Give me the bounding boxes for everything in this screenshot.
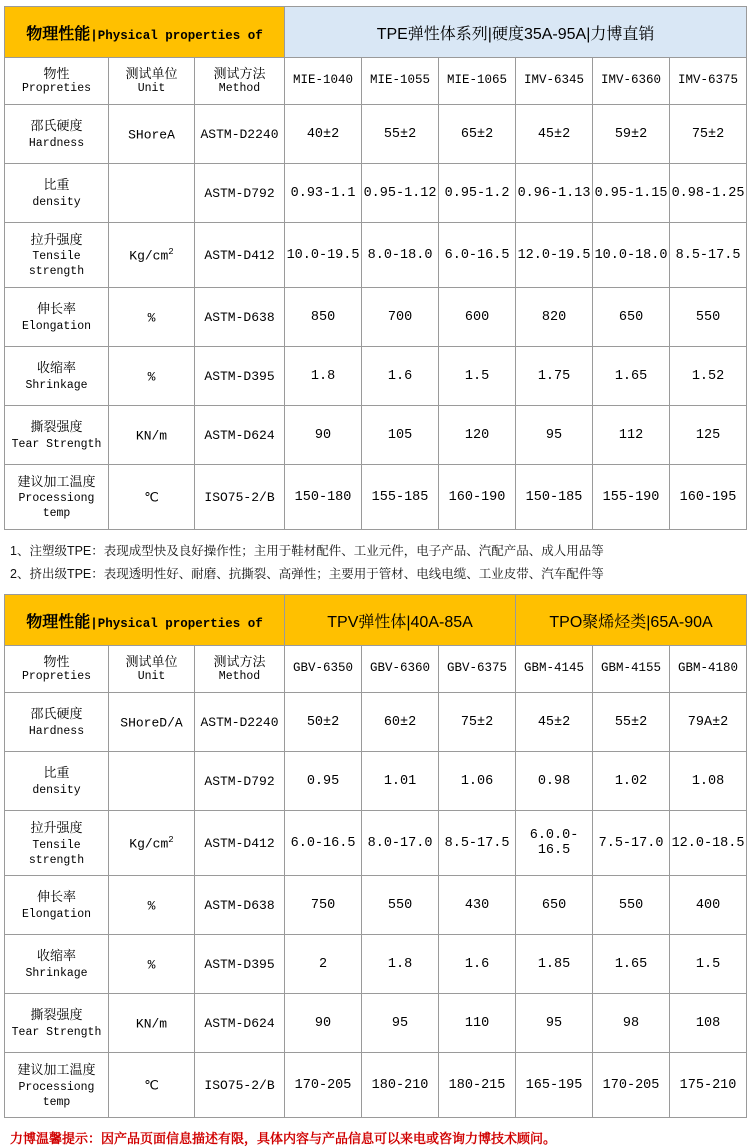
- footer-notice: 力博温馨提示：因产品页面信息描述有限，具体内容与产品信息可以来电或咨询力博技术顾问。: [10, 1131, 557, 1147]
- cell-value: 1.08: [670, 752, 747, 811]
- row-method: ISO75-2/B: [195, 1053, 285, 1118]
- cell-value: 108: [670, 994, 747, 1053]
- cell-value: 400: [670, 876, 747, 935]
- row-label: [5, 465, 109, 530]
- cell-value: 59±2: [593, 105, 670, 164]
- column-header: GBV-6360: [362, 646, 439, 693]
- row-label-cn: 伸长率: [36, 889, 76, 905]
- tpe-spec-table: [4, 6, 747, 530]
- cell-value: 12.0-18.5: [670, 811, 747, 876]
- cell-value: 55±2: [362, 105, 439, 164]
- cell-value: 1.65: [593, 347, 670, 406]
- row-unit: [109, 406, 195, 465]
- column-header: MIE-1040: [285, 58, 362, 105]
- cell-value: 0.98: [516, 752, 593, 811]
- row-label-en: Processiong temp: [18, 1080, 95, 1109]
- table2-title-sep: |: [90, 616, 98, 631]
- cell-value: 650: [516, 876, 593, 935]
- cell-value: 0.95-1.12: [362, 164, 439, 223]
- row-unit: [109, 164, 195, 223]
- cell-value: 180-210: [362, 1053, 439, 1118]
- cell-value: 12.0-19.5: [516, 223, 593, 288]
- row-label-cn: 收缩率: [36, 360, 76, 376]
- row-label-cn: 撕裂强度: [30, 419, 83, 435]
- cell-value: 750: [285, 876, 362, 935]
- tpv-tpo-spec-table: [4, 594, 747, 1118]
- cell-value: 8.5-17.5: [670, 223, 747, 288]
- cell-value: 1.6: [439, 935, 516, 994]
- row-label: [5, 1053, 109, 1118]
- cell-value: 820: [516, 288, 593, 347]
- row-label-cn: 邵氏硬度: [30, 118, 83, 134]
- cell-value: 90: [285, 994, 362, 1053]
- row-unit-sup: 2: [168, 246, 174, 257]
- row-label-cn: 邵氏硬度: [30, 706, 83, 722]
- table1-title-en: Physical properties of: [97, 28, 263, 43]
- row-label-en: Tear Strength: [11, 1026, 102, 1040]
- cell-value: 1.75: [516, 347, 593, 406]
- subheader-unit-en: Unit: [137, 81, 166, 95]
- table-row: [5, 406, 747, 465]
- cell-value: 175-210: [670, 1053, 747, 1118]
- cell-value: 0.98-1.25: [670, 164, 747, 223]
- cell-value: 95: [516, 994, 593, 1053]
- row-method: ASTM-D395: [195, 935, 285, 994]
- column-header: GBM-4180: [670, 646, 747, 693]
- row-method: ASTM-D624: [195, 406, 285, 465]
- cell-value: 650: [593, 288, 670, 347]
- row-label-en: density: [32, 784, 81, 798]
- cell-value: 850: [285, 288, 362, 347]
- cell-value: 7.5-17.0: [593, 811, 670, 876]
- cell-value: 155-190: [593, 465, 670, 530]
- subheader-method: [195, 646, 285, 693]
- cell-value: 0.95-1.2: [439, 164, 516, 223]
- subheader-properties: [5, 646, 109, 693]
- cell-value: 45±2: [516, 693, 593, 752]
- row-unit-text: SHoreD/A: [120, 715, 183, 731]
- column-header: GBV-6350: [285, 646, 362, 693]
- row-unit: [109, 811, 195, 876]
- row-unit-text: Kg/cm: [129, 836, 169, 852]
- row-method: ISO75-2/B: [195, 465, 285, 530]
- row-unit-text: SHoreA: [128, 127, 175, 143]
- cell-value: 55±2: [593, 693, 670, 752]
- cell-value: 160-190: [439, 465, 516, 530]
- row-label: [5, 935, 109, 994]
- row-method: ASTM-D792: [195, 752, 285, 811]
- cell-value: 65±2: [439, 105, 516, 164]
- cell-value: 150-185: [516, 465, 593, 530]
- cell-value: 112: [593, 406, 670, 465]
- subheader-method-cn: 测试方法: [213, 65, 266, 81]
- table1-title-left: [5, 7, 285, 58]
- table-header-row: [5, 7, 747, 58]
- row-label-en: Hardness: [28, 136, 85, 150]
- cell-value: 1.8: [362, 935, 439, 994]
- row-unit-text: Kg/cm: [129, 248, 169, 264]
- table1-title-sep: |: [90, 28, 98, 43]
- table-row: [5, 693, 747, 752]
- table2-title-tpv: TPV弹性体|40A-85A: [285, 595, 516, 646]
- table-row: [5, 347, 747, 406]
- table-row: [5, 465, 747, 530]
- row-label-en: Processiong temp: [18, 492, 95, 521]
- column-header: GBV-6375: [439, 646, 516, 693]
- column-header: MIE-1065: [439, 58, 516, 105]
- table2-title-left: [5, 595, 285, 646]
- column-header: GBM-4145: [516, 646, 593, 693]
- row-label: [5, 288, 109, 347]
- cell-value: 550: [362, 876, 439, 935]
- table-row: [5, 935, 747, 994]
- cell-value: 170-205: [285, 1053, 362, 1118]
- row-label-cn: 比重: [43, 177, 70, 193]
- table1-title-cn: 物理性能: [26, 25, 91, 43]
- row-unit: [109, 693, 195, 752]
- cell-value: 180-215: [439, 1053, 516, 1118]
- table-row: [5, 994, 747, 1053]
- cell-value: 1.5: [670, 935, 747, 994]
- table-row: [5, 811, 747, 876]
- column-header: MIE-1055: [362, 58, 439, 105]
- row-unit: [109, 876, 195, 935]
- row-unit-text: KN/m: [135, 428, 168, 444]
- row-label-en: Elongation: [21, 319, 91, 333]
- subheader-properties-cn: 物性: [43, 653, 70, 669]
- row-unit-text: KN/m: [135, 1016, 168, 1032]
- subheader-method-cn: 测试方法: [213, 653, 266, 669]
- row-label-en: Shrinkage: [25, 378, 88, 392]
- row-unit: [109, 994, 195, 1053]
- cell-value: 90: [285, 406, 362, 465]
- row-label-en: Tensile strength: [28, 250, 85, 279]
- row-label-cn: 拉升强度: [30, 819, 83, 835]
- subheader-method-en: Method: [218, 81, 261, 95]
- column-header: IMV-6345: [516, 58, 593, 105]
- row-label: [5, 164, 109, 223]
- row-method: ASTM-D412: [195, 811, 285, 876]
- cell-value: 1.01: [362, 752, 439, 811]
- row-unit: [109, 752, 195, 811]
- row-method: ASTM-D412: [195, 223, 285, 288]
- table1-subheader-row: [5, 58, 747, 105]
- row-label: [5, 876, 109, 935]
- note-item: 1、注塑级TPE：表现成型快及良好操作性；主用于鞋材配件、工业元件，电子产品、汽配产品、成人用品等: [10, 544, 604, 558]
- row-unit: [109, 465, 195, 530]
- row-unit-text: %: [147, 957, 156, 973]
- subheader-properties-en: Propreties: [21, 670, 91, 684]
- row-label-en: Shrinkage: [25, 967, 88, 981]
- row-label-en: Tear Strength: [11, 437, 102, 451]
- cell-value: 0.93-1.1: [285, 164, 362, 223]
- cell-value: 8.5-17.5: [439, 811, 516, 876]
- subheader-unit: [109, 58, 195, 105]
- row-label: [5, 752, 109, 811]
- cell-value: 1.5: [439, 347, 516, 406]
- cell-value: 0.96-1.13: [516, 164, 593, 223]
- table-row: [5, 223, 747, 288]
- table2-title-tpo: TPO聚烯烃类|65A-90A: [516, 595, 747, 646]
- row-unit-text: ℃: [144, 1078, 159, 1094]
- table-row: [5, 876, 747, 935]
- row-unit: [109, 223, 195, 288]
- table1-title-right: TPE弹性体系列|硬度35A-95A|力博直销: [285, 7, 747, 58]
- row-method: ASTM-D638: [195, 288, 285, 347]
- subheader-properties: [5, 58, 109, 105]
- cell-value: 10.0-19.5: [285, 223, 362, 288]
- cell-value: 1.65: [593, 935, 670, 994]
- row-method: ASTM-D792: [195, 164, 285, 223]
- cell-value: 120: [439, 406, 516, 465]
- cell-value: 1.02: [593, 752, 670, 811]
- cell-value: 430: [439, 876, 516, 935]
- row-label: [5, 105, 109, 164]
- row-label: [5, 693, 109, 752]
- subheader-unit: [109, 646, 195, 693]
- row-label-en: Hardness: [28, 725, 85, 739]
- row-label-cn: 建议加工温度: [17, 473, 96, 489]
- row-unit-text: %: [147, 898, 156, 914]
- row-unit-text: %: [147, 369, 156, 385]
- cell-value: 60±2: [362, 693, 439, 752]
- row-label: [5, 406, 109, 465]
- row-label-cn: 比重: [43, 765, 70, 781]
- row-method: ASTM-D624: [195, 994, 285, 1053]
- table-row: [5, 105, 747, 164]
- cell-value: 155-185: [362, 465, 439, 530]
- cell-value: 125: [670, 406, 747, 465]
- column-header: IMV-6375: [670, 58, 747, 105]
- table-row: [5, 752, 747, 811]
- cell-value: 550: [593, 876, 670, 935]
- subheader-method-en: Method: [218, 670, 261, 684]
- row-label-en: Elongation: [21, 908, 91, 922]
- cell-value: 95: [516, 406, 593, 465]
- row-label-cn: 拉升强度: [30, 231, 83, 247]
- row-method: ASTM-D638: [195, 876, 285, 935]
- cell-value: 6.0.0-16.5: [516, 811, 593, 876]
- cell-value: 2: [285, 935, 362, 994]
- row-method: ASTM-D2240: [195, 105, 285, 164]
- cell-value: 8.0-18.0: [362, 223, 439, 288]
- row-label: [5, 811, 109, 876]
- cell-value: 160-195: [670, 465, 747, 530]
- cell-value: 700: [362, 288, 439, 347]
- cell-value: 1.52: [670, 347, 747, 406]
- cell-value: 98: [593, 994, 670, 1053]
- cell-value: 95: [362, 994, 439, 1053]
- cell-value: 1.6: [362, 347, 439, 406]
- row-label-cn: 收缩率: [36, 948, 76, 964]
- cell-value: 1.85: [516, 935, 593, 994]
- cell-value: 6.0-16.5: [439, 223, 516, 288]
- table-row: [5, 1053, 747, 1118]
- subheader-properties-cn: 物性: [43, 65, 70, 81]
- table-header-row: [5, 595, 747, 646]
- row-unit-text: ℃: [144, 490, 159, 506]
- cell-value: 50±2: [285, 693, 362, 752]
- cell-value: 45±2: [516, 105, 593, 164]
- row-label: [5, 347, 109, 406]
- column-header: IMV-6360: [593, 58, 670, 105]
- row-unit: [109, 1053, 195, 1118]
- cell-value: 105: [362, 406, 439, 465]
- cell-value: 75±2: [439, 693, 516, 752]
- cell-value: 110: [439, 994, 516, 1053]
- row-label-en: density: [32, 195, 81, 209]
- notes-block: [10, 540, 740, 586]
- table-row: [5, 164, 747, 223]
- cell-value: 1.06: [439, 752, 516, 811]
- cell-value: 10.0-18.0: [593, 223, 670, 288]
- subheader-unit-en: Unit: [137, 670, 166, 684]
- row-label-cn: 撕裂强度: [30, 1007, 83, 1023]
- row-label-en: Tensile strength: [28, 838, 85, 867]
- row-label: [5, 994, 109, 1053]
- cell-value: 6.0-16.5: [285, 811, 362, 876]
- cell-value: 79A±2: [670, 693, 747, 752]
- cell-value: 8.0-17.0: [362, 811, 439, 876]
- row-unit: [109, 347, 195, 406]
- row-label-cn: 伸长率: [36, 301, 76, 317]
- table2-title-en: Physical properties of: [97, 616, 263, 631]
- cell-value: 0.95: [285, 752, 362, 811]
- table-row: [5, 288, 747, 347]
- row-label-cn: 建议加工温度: [17, 1061, 96, 1077]
- cell-value: 40±2: [285, 105, 362, 164]
- subheader-unit-cn: 测试单位: [125, 65, 178, 81]
- cell-value: 1.8: [285, 347, 362, 406]
- table2-subheader-row: [5, 646, 747, 693]
- column-header: GBM-4155: [593, 646, 670, 693]
- cell-value: 0.95-1.15: [593, 164, 670, 223]
- subheader-unit-cn: 测试单位: [125, 653, 178, 669]
- cell-value: 75±2: [670, 105, 747, 164]
- row-unit-text: %: [147, 310, 156, 326]
- subheader-method: [195, 58, 285, 105]
- note-item: 2、挤出级TPE：表现透明性好、耐磨、抗撕裂、高弹性；主要用于管材、电线电缆、工业皮带、汽车配件等: [10, 567, 604, 582]
- row-method: ASTM-D2240: [195, 693, 285, 752]
- cell-value: 150-180: [285, 465, 362, 530]
- table2-title-cn: 物理性能: [26, 613, 91, 631]
- cell-value: 165-195: [516, 1053, 593, 1118]
- row-unit-sup: 2: [168, 835, 174, 846]
- subheader-properties-en: Propreties: [21, 81, 91, 95]
- cell-value: 550: [670, 288, 747, 347]
- cell-value: 600: [439, 288, 516, 347]
- row-unit: [109, 105, 195, 164]
- row-label: [5, 223, 109, 288]
- row-unit: [109, 288, 195, 347]
- row-unit: [109, 935, 195, 994]
- cell-value: 170-205: [593, 1053, 670, 1118]
- row-method: ASTM-D395: [195, 347, 285, 406]
